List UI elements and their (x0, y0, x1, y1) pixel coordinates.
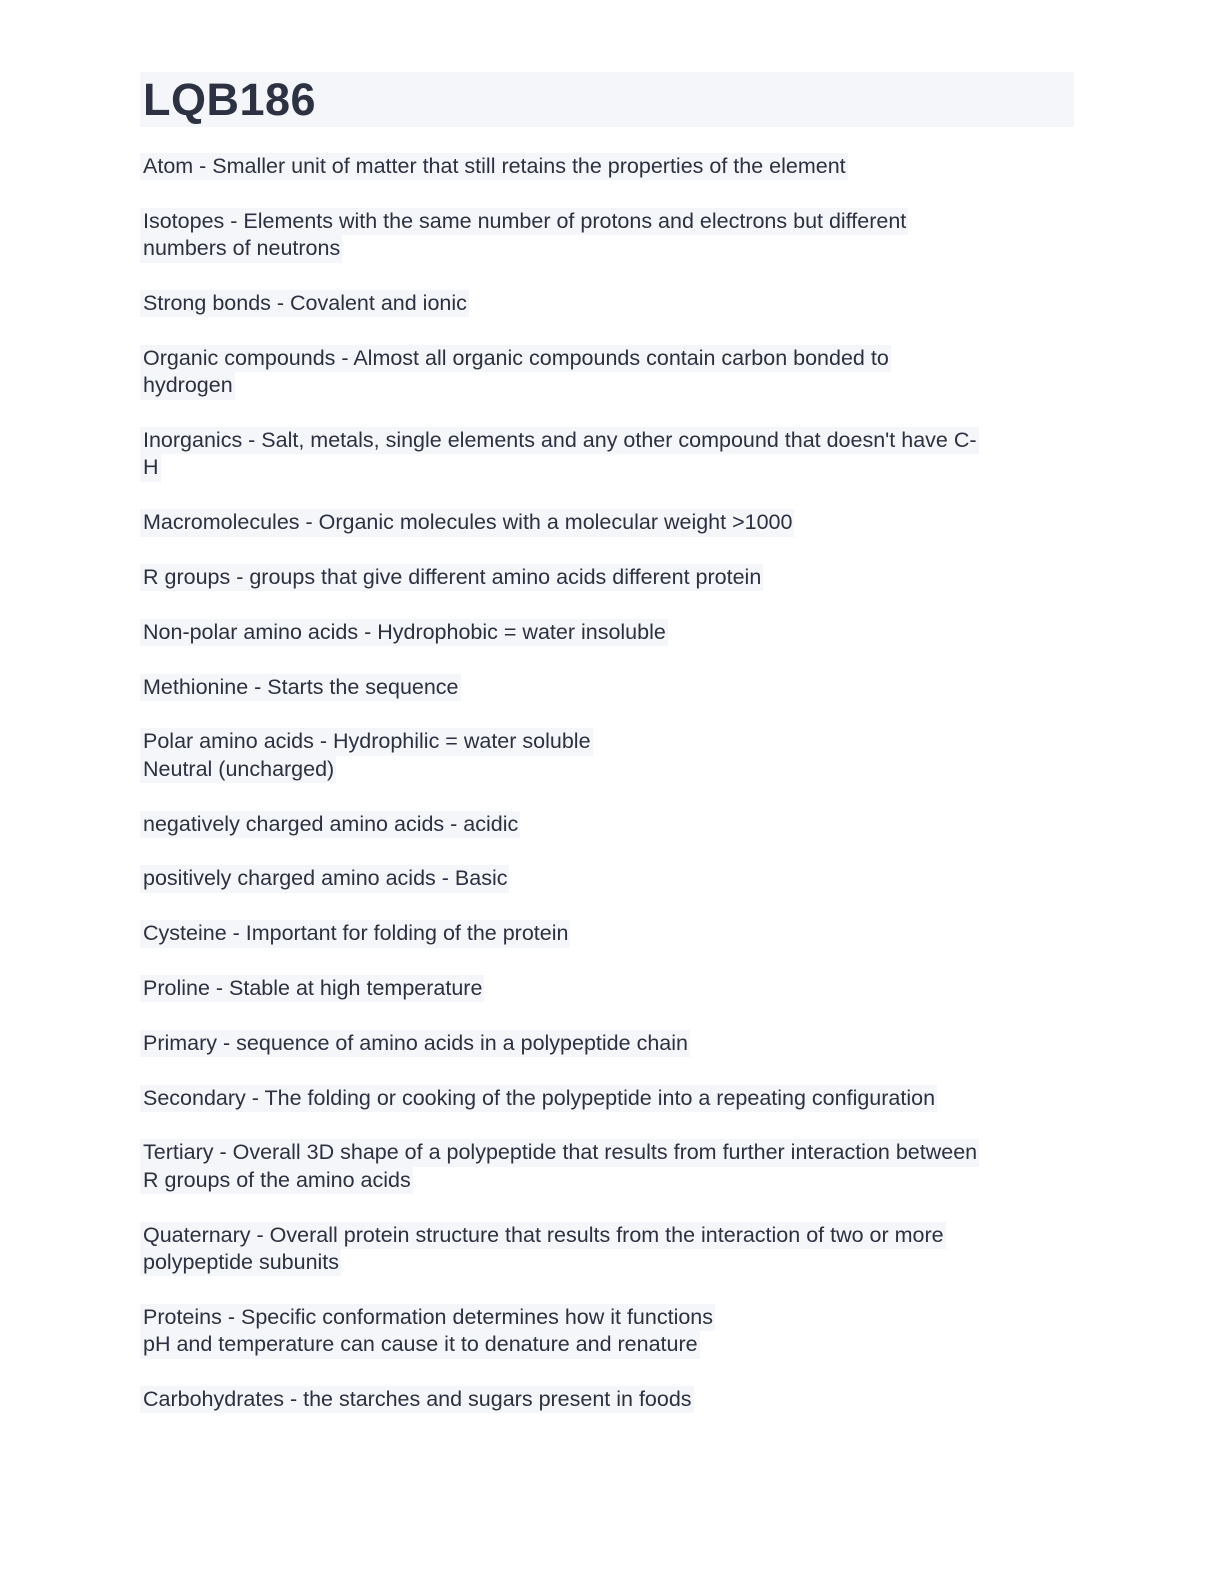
entry-line-wrapper (143, 290, 1074, 317)
entry-line-wrapper (143, 153, 1074, 180)
entry-line-wrapper (143, 1085, 1074, 1112)
flashcard-entry (143, 975, 1074, 1002)
entry-line-wrapper (143, 728, 1074, 755)
entry-line-wrapper (143, 509, 1074, 536)
flashcard-entry (143, 564, 1074, 591)
entry-line-wrapper (143, 1304, 1074, 1331)
flashcard-entry (143, 619, 1074, 646)
entry-line-wrapper (143, 564, 1074, 591)
flashcard-list (140, 153, 1074, 1413)
entry-line: Macromolecules - Organic molecules with a molecular weight >1000 (140, 509, 794, 536)
entry-line-wrapper (143, 454, 1074, 481)
flashcard-entry (143, 1222, 1074, 1277)
entry-line-wrapper (143, 619, 1074, 646)
entry-line-wrapper (143, 865, 1074, 892)
entry-line-wrapper (143, 674, 1074, 701)
entry-line: numbers of neutrons (140, 235, 342, 262)
entry-line: Methionine - Starts the sequence (140, 674, 461, 701)
entry-line-wrapper (143, 235, 1074, 262)
flashcard-entry (143, 427, 1074, 482)
entry-line: Organic compounds - Almost all organic compounds contain carbon bonded to (140, 345, 891, 372)
entry-line: Inorganics - Salt, metals, single elements and any other compound that doesn't have C- (140, 427, 979, 454)
entry-line-wrapper (143, 427, 1074, 454)
flashcard-entry (143, 1139, 1074, 1194)
entry-line: Non-polar amino acids - Hydrophobic = water insoluble (140, 619, 668, 646)
flashcard-entry (143, 811, 1074, 838)
flashcard-entry (143, 153, 1074, 180)
entry-line-wrapper (143, 811, 1074, 838)
entry-line-wrapper (143, 1331, 1074, 1358)
entry-line-wrapper (143, 1249, 1074, 1276)
entry-line-wrapper (143, 1222, 1074, 1249)
entry-line: Proline - Stable at high temperature (140, 975, 484, 1002)
entry-line: R groups - groups that give different amino acids different protein (140, 564, 763, 591)
flashcard-entry (143, 865, 1074, 892)
entry-line: negatively charged amino acids - acidic (140, 811, 520, 838)
flashcard-entry (143, 1386, 1074, 1413)
entry-line: Proteins - Specific conformation determines how it functions (140, 1304, 715, 1331)
entry-line: Secondary - The folding or cooking of the polypeptide into a repeating configuration (140, 1085, 937, 1112)
entry-line-wrapper (143, 1386, 1074, 1413)
entry-line: Polar amino acids - Hydrophilic = water soluble (140, 728, 593, 755)
flashcard-entry (143, 920, 1074, 947)
entry-line: H (140, 454, 161, 481)
document-page (140, 72, 1074, 1441)
entry-line: polypeptide subunits (140, 1249, 341, 1276)
entry-line: Isotopes - Elements with the same number of protons and electrons but different (140, 208, 908, 235)
flashcard-entry (143, 345, 1074, 400)
entry-line: hydrogen (140, 372, 235, 399)
flashcard-entry (143, 1304, 1074, 1359)
flashcard-entry (143, 728, 1074, 783)
entry-line: Quaternary - Overall protein structure that results from the interaction of two or more (140, 1222, 946, 1249)
flashcard-entry (143, 1030, 1074, 1057)
entry-line-wrapper (143, 1030, 1074, 1057)
flashcard-entry (143, 509, 1074, 536)
entry-line-wrapper (143, 1167, 1074, 1194)
entry-line: pH and temperature can cause it to denature and renature (140, 1331, 700, 1358)
entry-line: Tertiary - Overall 3D shape of a polypeptide that results from further interaction between (140, 1139, 979, 1166)
entry-line-wrapper (143, 208, 1074, 235)
entry-line: Strong bonds - Covalent and ionic (140, 290, 469, 317)
flashcard-entry (143, 290, 1074, 317)
entry-line-wrapper (143, 372, 1074, 399)
entry-line: Cysteine - Important for folding of the protein (140, 920, 570, 947)
entry-line-wrapper (143, 756, 1074, 783)
document-title: LQB186 (143, 74, 317, 125)
entry-line: Primary - sequence of amino acids in a polypeptide chain (140, 1030, 690, 1057)
entry-line: Atom - Smaller unit of matter that still retains the properties of the element (140, 153, 848, 180)
title-bar (140, 72, 1074, 127)
flashcard-entry (143, 674, 1074, 701)
entry-line-wrapper (143, 345, 1074, 372)
flashcard-entry (143, 1085, 1074, 1112)
entry-line-wrapper (143, 975, 1074, 1002)
flashcard-entry (143, 208, 1074, 263)
entry-line-wrapper (143, 1139, 1074, 1166)
entry-line-wrapper (143, 920, 1074, 947)
entry-line: Neutral (uncharged) (140, 756, 336, 783)
entry-line: Carbohydrates - the starches and sugars present in foods (140, 1386, 694, 1413)
entry-line: positively charged amino acids - Basic (140, 865, 509, 892)
entry-line: R groups of the amino acids (140, 1167, 413, 1194)
